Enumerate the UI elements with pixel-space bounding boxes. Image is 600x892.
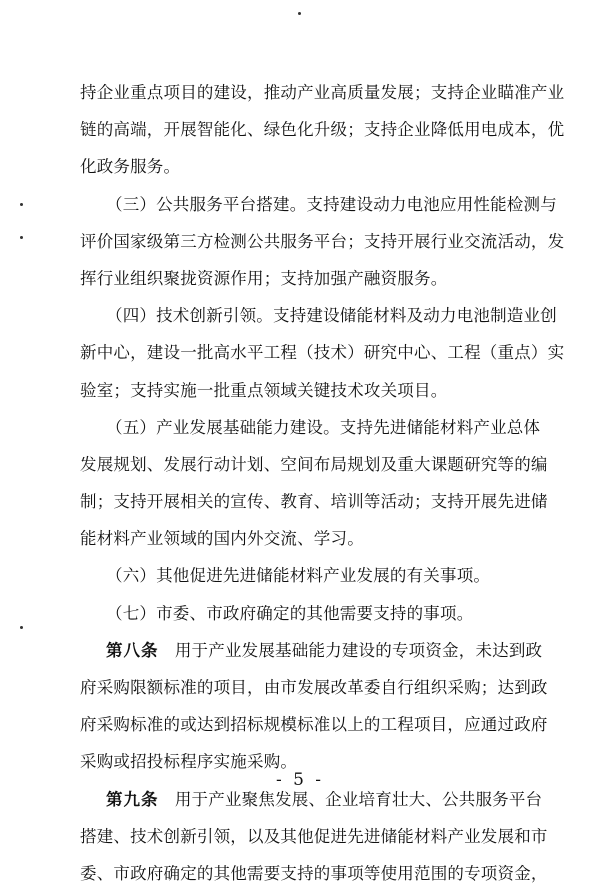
text-line: 评价国家级第三方检测公共服务平台；支持开展行业交流活动，发 <box>80 231 565 251</box>
text-line: 委、市政府确定的其他需要支持的事项等使用范围的专项资金， <box>80 863 548 883</box>
article-8-label: 第八条 <box>106 640 159 660</box>
paragraph-start-line: （五）产业发展基础能力建设。支持先进储能材料产业总体 <box>106 417 541 437</box>
article-8-text: 用于产业发展基础能力建设的专项资金，未达到政 <box>174 640 543 660</box>
text-line: 制；支持开展相关的宣传、教育、培训等活动；支持开展先进储 <box>80 492 548 512</box>
margin-punch-mark <box>20 626 23 629</box>
text-line: 搭建、技术创新引领，以及其他促进先进储能材料产业发展和市 <box>80 826 548 846</box>
text-line: 府采购标准的或达到招标规模标准以上的工程项目，应通过政府 <box>80 715 548 735</box>
text-line: 采购或招投标程序实施采购。 <box>80 752 298 772</box>
margin-punch-mark <box>20 203 23 206</box>
paragraph-start-line: （三）公共服务平台搭建。支持建设动力电池应用性能检测与 <box>106 194 557 214</box>
text-line: 发展规划、发展行动计划、空间布局规划及重大课题研究等的编 <box>80 454 548 474</box>
text-line: 持企业重点项目的建设，推动产业高质量发展；支持企业瞄准产业 <box>80 83 565 102</box>
text-line: 链的高端，开展智能化、绿色化升级；支持企业降低用电成本，优 <box>80 120 565 140</box>
text-line: 验室；支持实施一批重点领域关键技术攻关项目。 <box>80 380 448 400</box>
text-line: 化政务服务。 <box>80 157 181 177</box>
margin-punch-mark <box>20 236 23 239</box>
page-number: - 5 - <box>275 770 325 790</box>
text-line: 府采购限额标准的项目，由市发展改革委自行组织采购；达到政 <box>80 678 548 697</box>
paragraph-start-line: （四）技术创新引领。支持建设储能材料及动力电池制造业创 <box>106 306 557 326</box>
text-line: 新中心，建设一批高水平工程（技术）研究中心、工程（重点）实 <box>80 343 565 363</box>
text-line: 能材料产业领域的国内外交流、学习。 <box>80 529 364 549</box>
paragraph-start-line: （七）市委、市政府确定的其他需要支持的事项。 <box>106 603 474 623</box>
text-line: 挥行业组织聚拢资源作用；支持加强产融资服务。 <box>80 268 448 288</box>
article-9-text: 用于产业聚焦发展、企业培育壮大、公共服务平台 <box>174 789 543 809</box>
article-8-line <box>80 632 543 669</box>
scan-speck <box>298 12 301 15</box>
article-9-label: 第九条 <box>106 789 159 809</box>
paragraph-start-line: （六）其他促进先进储能材料产业发展的有关事项。 <box>106 566 491 586</box>
